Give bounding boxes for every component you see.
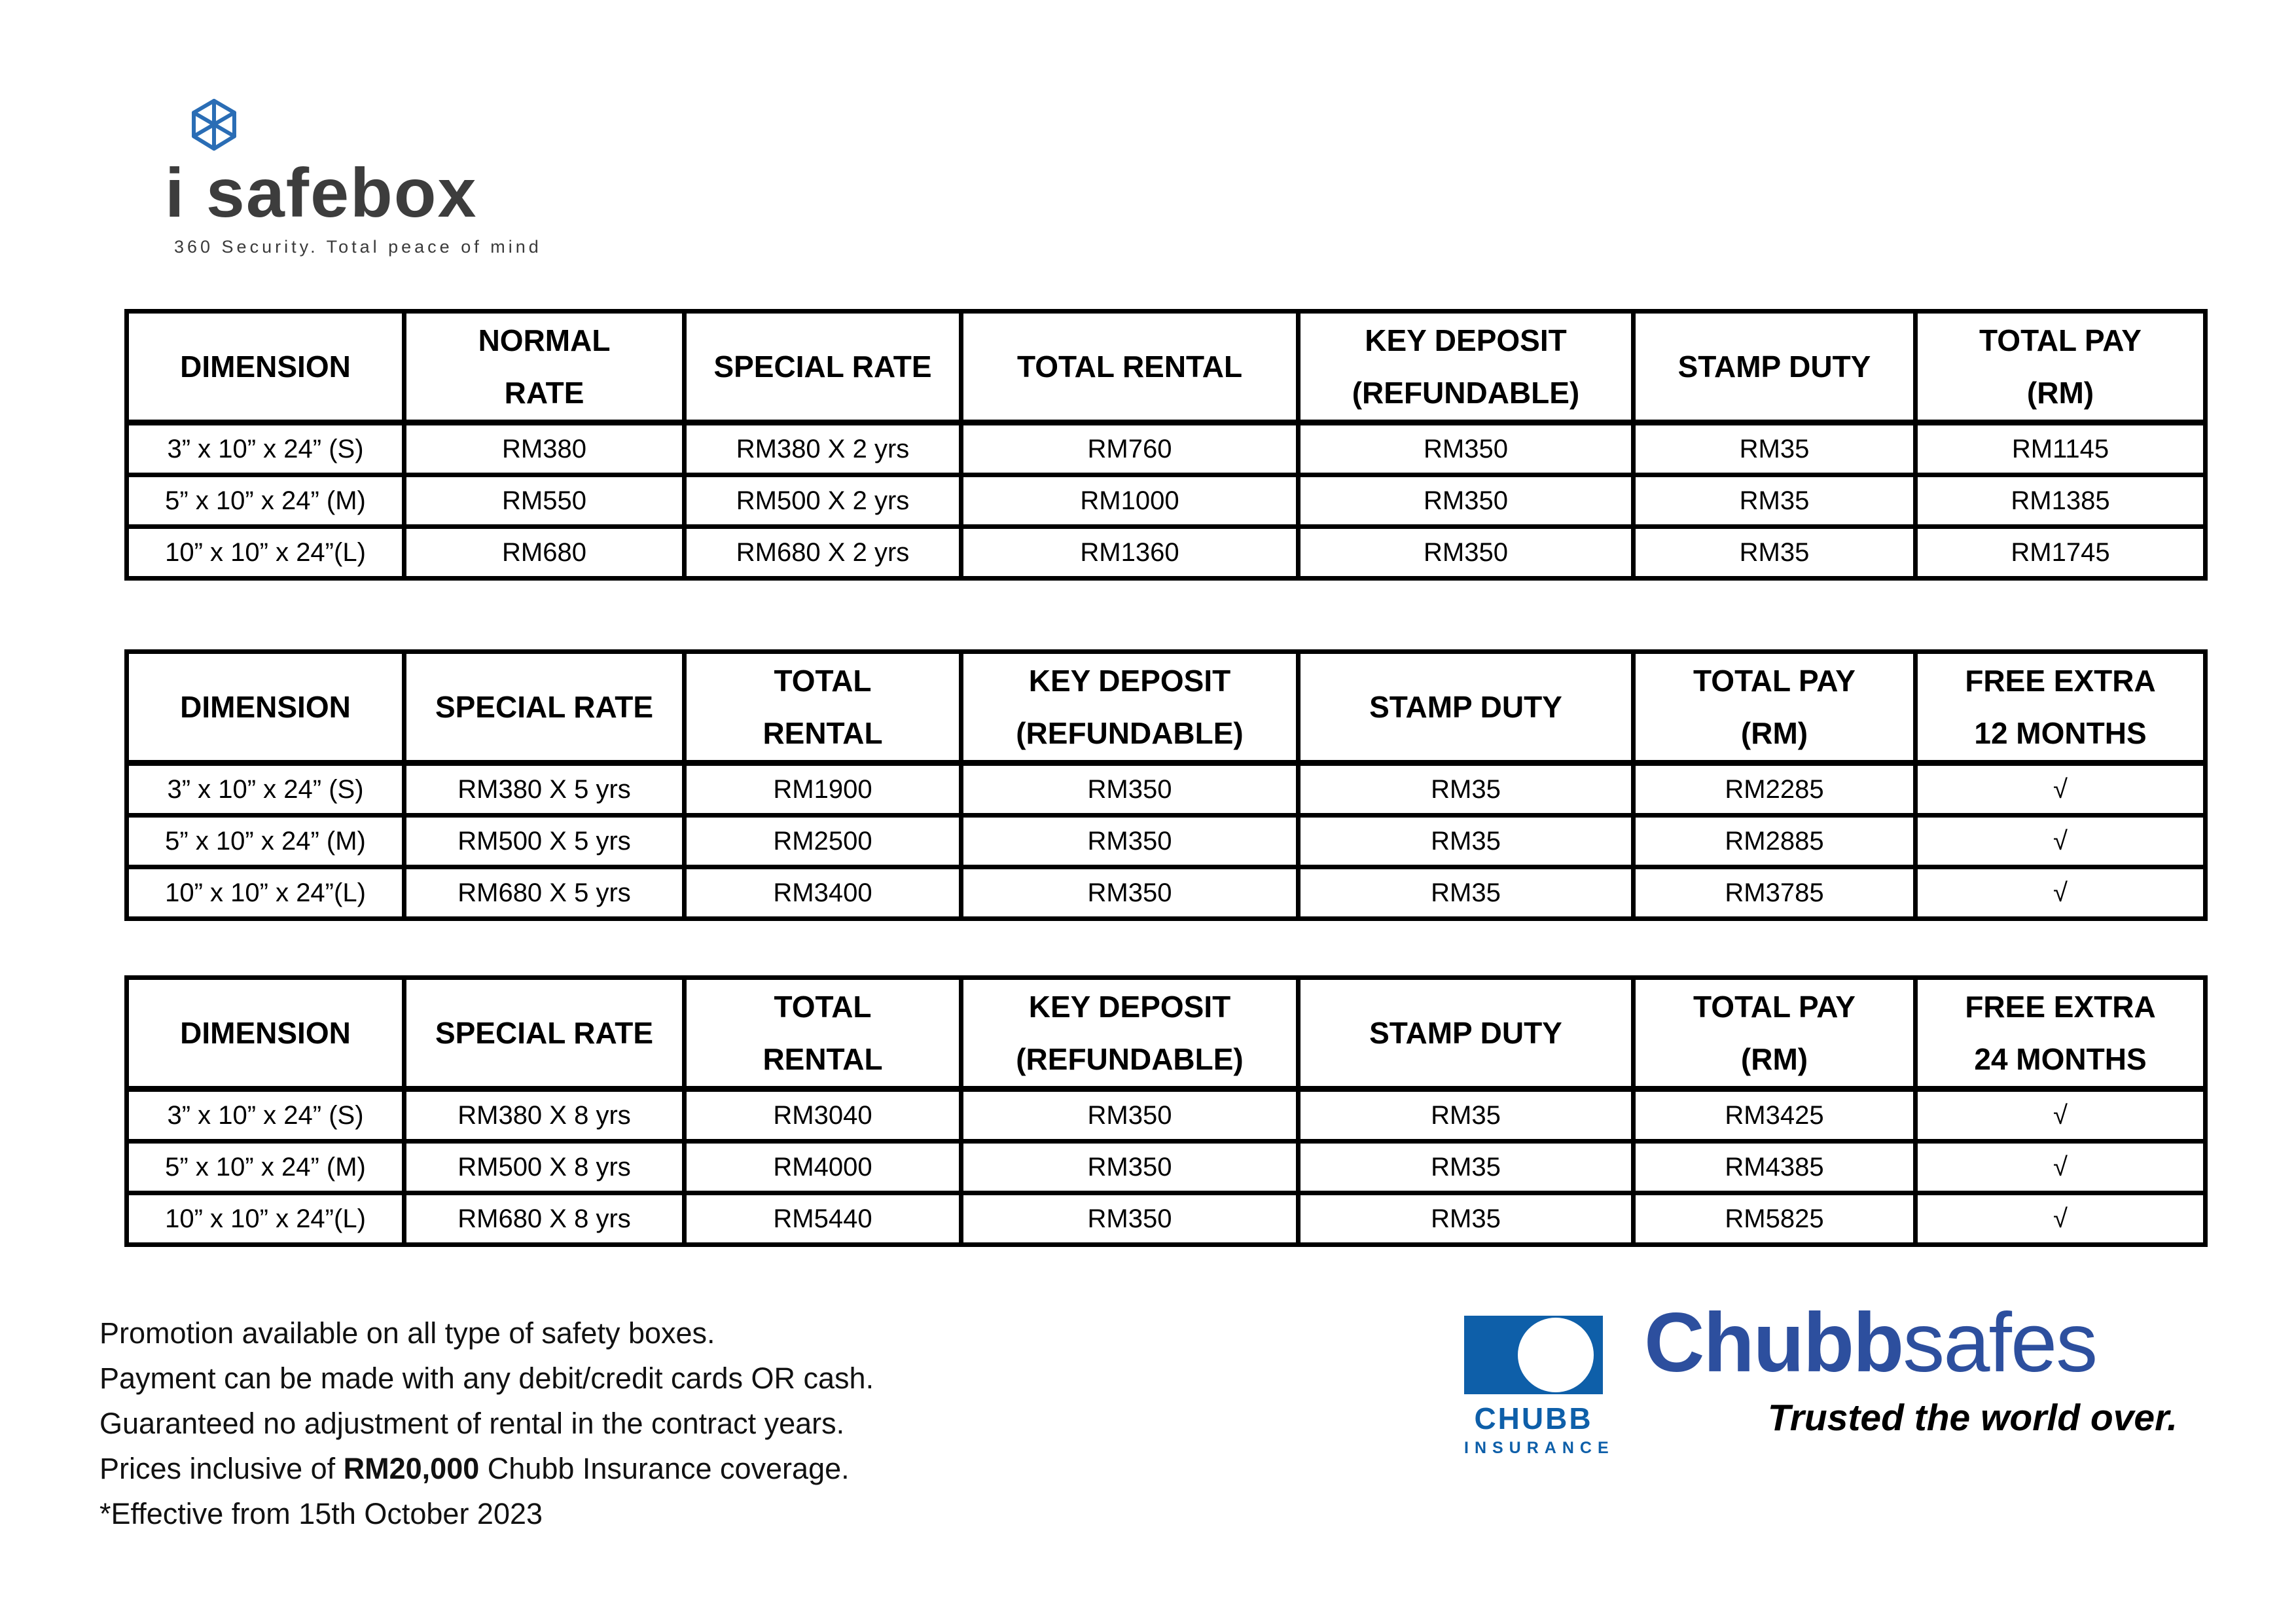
header-row	[127, 312, 2206, 423]
isafebox-logo	[165, 96, 542, 257]
table-cell: RM1145	[1916, 423, 2206, 475]
chubbsafes-text: Chubbsafes	[1644, 1296, 2097, 1390]
table-row	[127, 1089, 2206, 1142]
table-cell: RM1900	[685, 763, 961, 816]
table-cell: RM350	[1299, 475, 1634, 527]
table-cell: RM500 X 8 yrs	[404, 1142, 685, 1193]
table-cell: RM680 X 2 yrs	[685, 527, 961, 579]
column-header: SPECIAL RATE	[404, 652, 685, 763]
brand-tagline: 360 Security. Total peace of mind	[174, 237, 542, 257]
table-cell: 10” x 10” x 24”(L)	[127, 527, 404, 579]
table-cell: 3” x 10” x 24” (S)	[127, 763, 404, 816]
note-line: Guaranteed no adjustment of rental in the contract years.	[99, 1407, 845, 1440]
note-line-effective-date: *Effective from 15th October 2023	[99, 1497, 543, 1530]
table-cell: RM3425	[1634, 1089, 1916, 1142]
table-cell: RM380 X 5 yrs	[404, 763, 685, 816]
table-cell: RM5825	[1634, 1193, 1916, 1245]
cube-icon	[186, 96, 242, 154]
table-cell: 5” x 10” x 24” (M)	[127, 1142, 404, 1193]
table-cell: 10” x 10” x 24”(L)	[127, 867, 404, 919]
table-row	[127, 763, 2206, 816]
column-header: KEY DEPOSIT (REFUNDABLE)	[961, 652, 1299, 763]
table-cell: RM2285	[1634, 763, 1916, 816]
table-row	[127, 423, 2206, 475]
rate-table-8yrs	[124, 975, 2208, 1247]
column-header: TOTAL PAY (RM)	[1634, 652, 1916, 763]
table-cell: RM1360	[961, 527, 1299, 579]
chubb-name-label: CHUBB	[1474, 1401, 1593, 1435]
table-cell: RM35	[1299, 763, 1634, 816]
chubbsafes-tagline: Trusted the world over.	[1767, 1397, 2178, 1439]
table-cell: √	[1916, 816, 2206, 867]
column-header: FREE EXTRA 12 MONTHS	[1916, 652, 2206, 763]
table-cell: RM4385	[1634, 1142, 1916, 1193]
table-cell: 5” x 10” x 24” (M)	[127, 475, 404, 527]
column-header: STAMP DUTY	[1634, 312, 1916, 423]
table-cell: RM4000	[685, 1142, 961, 1193]
column-header: TOTAL RENTAL	[685, 652, 961, 763]
table-cell: √	[1916, 1089, 2206, 1142]
column-header: SPECIAL RATE	[685, 312, 961, 423]
table-cell: RM1745	[1916, 527, 2206, 579]
table-cell: RM35	[1299, 867, 1634, 919]
table-cell: RM680 X 8 yrs	[404, 1193, 685, 1245]
rate-table-2yrs	[124, 309, 2208, 581]
table-cell: √	[1916, 1142, 2206, 1193]
table-cell: 3” x 10” x 24” (S)	[127, 423, 404, 475]
column-header: DIMENSION	[127, 652, 404, 763]
table-cell: RM500 X 5 yrs	[404, 816, 685, 867]
table-cell: RM380 X 2 yrs	[685, 423, 961, 475]
table-cell: RM5440	[685, 1193, 961, 1245]
column-header: NORMAL RATE	[404, 312, 685, 423]
header-row	[127, 652, 2206, 763]
brand-name: i safebox	[165, 154, 478, 232]
header-row	[127, 978, 2206, 1089]
table-cell: RM350	[961, 816, 1299, 867]
table-row	[127, 1193, 2206, 1245]
table-cell: RM380	[404, 423, 685, 475]
column-header: KEY DEPOSIT (REFUNDABLE)	[1299, 312, 1634, 423]
table-cell: √	[1916, 867, 2206, 919]
table-cell: 5” x 10” x 24” (M)	[127, 816, 404, 867]
table-cell: 3” x 10” x 24” (S)	[127, 1089, 404, 1142]
column-header: FREE EXTRA 24 MONTHS	[1916, 978, 2206, 1089]
table-cell: RM680 X 5 yrs	[404, 867, 685, 919]
table-row	[127, 816, 2206, 867]
table-cell: RM350	[961, 1089, 1299, 1142]
table-row	[127, 475, 2206, 527]
promo-notes	[99, 1310, 874, 1536]
note-line: Promotion available on all type of safety boxes.	[99, 1316, 715, 1350]
chubbsafes-wordmark	[1644, 1296, 2178, 1439]
chubb-logo-icon	[1464, 1316, 1603, 1394]
table-cell: RM35	[1634, 527, 1916, 579]
table-cell: RM35	[1299, 1193, 1634, 1245]
table-cell: RM3400	[685, 867, 961, 919]
chubb-insurance-label: INSURANCE	[1464, 1439, 1615, 1457]
table-cell: RM35	[1299, 816, 1634, 867]
table-cell: RM380 X 8 yrs	[404, 1089, 685, 1142]
column-header: SPECIAL RATE	[404, 978, 685, 1089]
table-cell: RM3785	[1634, 867, 1916, 919]
note-line: Prices inclusive of RM20,000 Chubb Insurance coverage.	[99, 1452, 850, 1485]
column-header: DIMENSION	[127, 312, 404, 423]
table-row	[127, 1142, 2206, 1193]
table-cell: RM350	[1299, 527, 1634, 579]
column-header: TOTAL PAY (RM)	[1634, 978, 1916, 1089]
table-cell: √	[1916, 763, 2206, 816]
note-line: Payment can be made with any debit/credit cards OR cash.	[99, 1362, 874, 1395]
table-row	[127, 867, 2206, 919]
column-header: KEY DEPOSIT (REFUNDABLE)	[961, 978, 1299, 1089]
table-cell: RM500 X 2 yrs	[685, 475, 961, 527]
table-cell: RM1000	[961, 475, 1299, 527]
column-header: TOTAL RENTAL	[961, 312, 1299, 423]
column-header: TOTAL PAY (RM)	[1916, 312, 2206, 423]
table-cell: RM350	[1299, 423, 1634, 475]
table-cell: RM350	[961, 867, 1299, 919]
table-cell: 10” x 10” x 24”(L)	[127, 1193, 404, 1245]
table-cell: RM35	[1299, 1142, 1634, 1193]
column-header: TOTAL RENTAL	[685, 978, 961, 1089]
column-header: DIMENSION	[127, 978, 404, 1089]
table-cell: RM35	[1299, 1089, 1634, 1142]
table-cell: RM350	[961, 1193, 1299, 1245]
table-cell: √	[1916, 1193, 2206, 1245]
table-cell: RM680	[404, 527, 685, 579]
table-cell: RM350	[961, 1142, 1299, 1193]
table-row	[127, 527, 2206, 579]
insurance-amount: RM20,000	[343, 1452, 480, 1485]
chubb-insurance-logo	[1464, 1316, 1615, 1457]
table-cell: RM760	[961, 423, 1299, 475]
table-cell: RM350	[961, 763, 1299, 816]
column-header: STAMP DUTY	[1299, 652, 1634, 763]
table-cell: RM35	[1634, 423, 1916, 475]
table-cell: RM2500	[685, 816, 961, 867]
table-cell: RM2885	[1634, 816, 1916, 867]
table-cell: RM35	[1634, 475, 1916, 527]
table-cell: RM1385	[1916, 475, 2206, 527]
rate-table-5yrs	[124, 649, 2208, 921]
table-cell: RM550	[404, 475, 685, 527]
table-cell: RM3040	[685, 1089, 961, 1142]
column-header: STAMP DUTY	[1299, 978, 1634, 1089]
